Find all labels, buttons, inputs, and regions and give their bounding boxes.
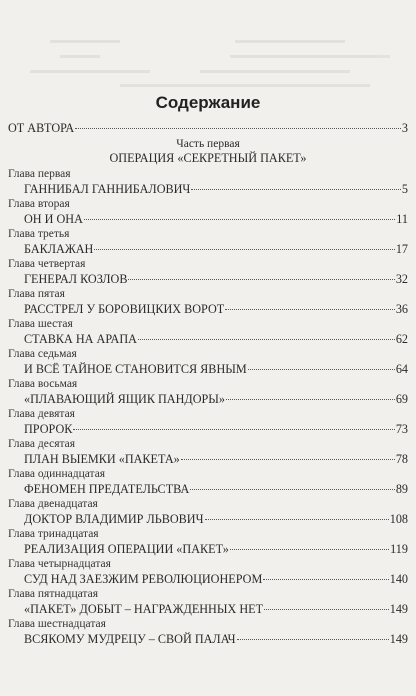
- chapter-title: «ПАКЕТ» ДОБЫТ – НАГРАЖДЕННЫХ НЕТ: [24, 602, 264, 616]
- chapter-label: Глава шестнадцатая: [8, 618, 106, 630]
- chapter-page: 149: [389, 632, 408, 646]
- chapter-title: «ПЛАВАЮЩИЙ ЯЩИК ПАНДОРЫ»: [24, 392, 226, 406]
- chapter-page: 69: [395, 392, 408, 406]
- chapter-title: БАКЛАЖАН: [24, 242, 94, 256]
- toc-entry[interactable]: [24, 422, 408, 437]
- chapter-page: 78: [395, 452, 408, 466]
- toc-entry[interactable]: [24, 212, 408, 227]
- dot-leader: [263, 579, 388, 580]
- chapter-page: 140: [389, 572, 408, 586]
- chapter-title: И ВСЁ ТАЙНОЕ СТАНОВИТСЯ ЯВНЫМ: [24, 362, 247, 376]
- toc-entry[interactable]: [24, 272, 408, 287]
- dot-leader: [73, 429, 394, 430]
- chapter-title: ГАННИБАЛ ГАННИБАЛОВИЧ: [24, 182, 191, 196]
- chapter-label: Глава первая: [8, 168, 71, 180]
- dot-leader: [84, 219, 395, 220]
- dot-leader: [75, 128, 401, 129]
- dot-leader: [230, 549, 389, 550]
- chapter-label: Глава четвертая: [8, 258, 86, 270]
- chapter-page: 64: [395, 362, 408, 376]
- dot-leader: [191, 189, 401, 190]
- chapter-title: ГЕНЕРАЛ КОЗЛОВ: [24, 272, 128, 286]
- chapter-page: 62: [395, 332, 408, 346]
- chapter-title: РЕАЛИЗАЦИЯ ОПЕРАЦИИ «ПАКЕТ»: [24, 542, 229, 556]
- toc-entry[interactable]: [24, 182, 408, 197]
- dot-leader: [248, 369, 395, 370]
- chapter-title: ФЕНОМЕН ПРЕДАТЕЛЬСТВА: [24, 482, 190, 496]
- chapter-title: ДОКТОР ВЛАДИМИР ЛЬВОВИЧ: [24, 512, 204, 526]
- chapter-title: ПЛАН ВЫЕМКИ «ПАКЕТА»: [24, 452, 180, 466]
- toc-entry[interactable]: [24, 542, 408, 557]
- chapter-page: 11: [396, 212, 408, 226]
- toc-entry[interactable]: [24, 572, 408, 587]
- chapter-title: ПРОРОК: [24, 422, 73, 436]
- chapter-page: 36: [395, 302, 408, 316]
- dot-leader: [225, 309, 395, 310]
- dot-leader: [226, 399, 395, 400]
- dot-leader: [264, 609, 389, 610]
- chapter-label: Глава третья: [8, 228, 70, 240]
- toc-entry[interactable]: [24, 362, 408, 377]
- toc-foreword-title: ОТ АВТОРА: [8, 121, 75, 135]
- toc-entry[interactable]: [24, 512, 408, 527]
- part-label: Часть первая: [176, 138, 240, 150]
- chapter-page: 89: [395, 482, 408, 496]
- chapter-label: Глава шестая: [8, 318, 73, 330]
- chapter-page: 5: [401, 182, 408, 196]
- toc-entry[interactable]: [24, 452, 408, 467]
- chapter-title: СТАВКА НА АРАПА: [24, 332, 137, 346]
- toc-entry[interactable]: [24, 242, 408, 257]
- part-title: ОПЕРАЦИЯ «СЕКРЕТНЫЙ ПАКЕТ»: [109, 151, 307, 165]
- toc-entry[interactable]: [24, 602, 408, 617]
- chapter-label: Глава вторая: [8, 198, 70, 210]
- chapter-label: Глава седьмая: [8, 348, 77, 360]
- chapter-label: Глава девятая: [8, 408, 75, 420]
- toc-entry[interactable]: [24, 392, 408, 407]
- chapter-label: Глава десятая: [8, 438, 76, 450]
- chapter-title: РАССТРЕЛ У БОРОВИЦКИХ ВОРОТ: [24, 302, 225, 316]
- toc-entry[interactable]: [24, 302, 408, 317]
- page-title: Содержание: [155, 93, 261, 112]
- chapter-label: Глава одиннадцатая: [8, 468, 106, 480]
- toc-entry[interactable]: [24, 632, 408, 647]
- chapter-label: Глава пятая: [8, 288, 65, 300]
- chapter-title: СУД НАД ЗАЕЗЖИМ РЕВОЛЮЦИОНЕРОМ: [24, 572, 263, 586]
- dot-leader: [128, 279, 394, 280]
- chapter-label: Глава тринадцатая: [8, 528, 99, 540]
- chapter-title: ВСЯКОМУ МУДРЕЦУ – СВОЙ ПАЛАЧ: [24, 632, 236, 646]
- dot-leader: [181, 459, 395, 460]
- dot-leader: [138, 339, 395, 340]
- chapter-page: 73: [395, 422, 408, 436]
- toc-entry[interactable]: [24, 482, 408, 497]
- chapter-page: 17: [395, 242, 408, 256]
- dot-leader: [205, 519, 389, 520]
- chapter-page: 108: [389, 512, 408, 526]
- toc-entry[interactable]: [24, 332, 408, 347]
- dot-leader: [237, 639, 389, 640]
- chapter-label: Глава двенадцатая: [8, 498, 98, 510]
- toc-foreword-page: 3: [401, 121, 408, 135]
- chapter-title: ОН И ОНА: [24, 212, 83, 226]
- chapter-page: 32: [395, 272, 408, 286]
- chapter-label: Глава пятнадцатая: [8, 588, 98, 600]
- dot-leader: [190, 489, 395, 490]
- chapter-label: Глава четырнадцатая: [8, 558, 111, 570]
- chapter-page: 149: [389, 602, 408, 616]
- dot-leader: [94, 249, 394, 250]
- toc-foreword[interactable]: [8, 121, 408, 136]
- chapter-page: 119: [390, 542, 408, 556]
- chapter-label: Глава восьмая: [8, 378, 78, 390]
